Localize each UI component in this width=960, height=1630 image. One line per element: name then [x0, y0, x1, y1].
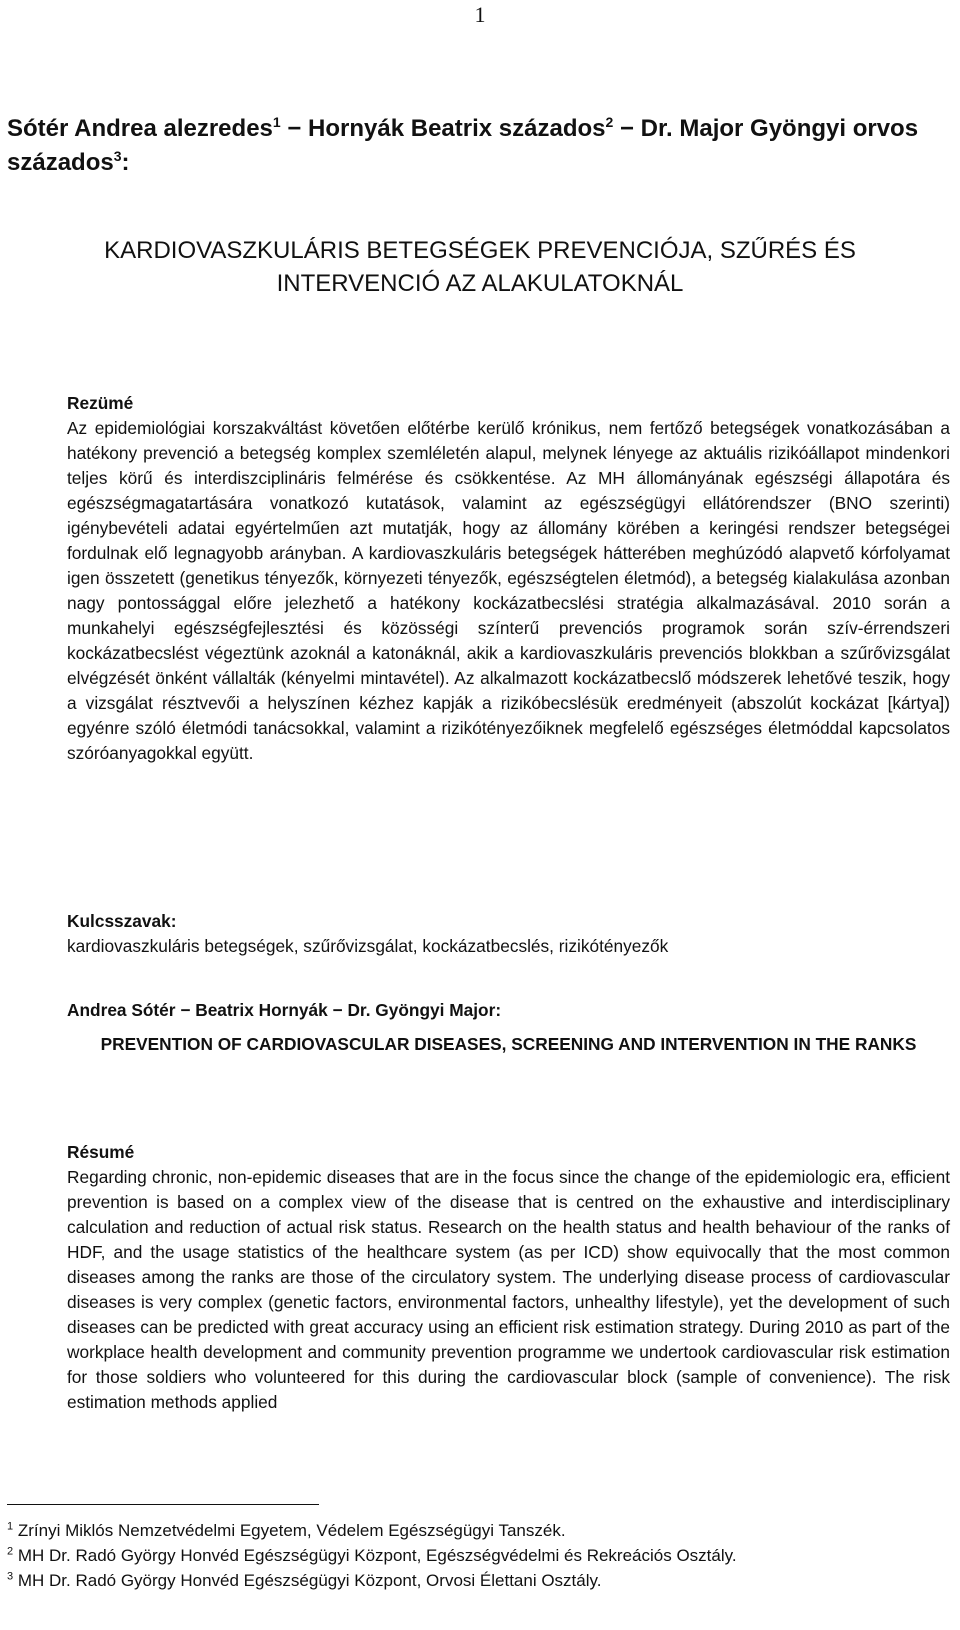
- footnote-mark: 2: [7, 1545, 14, 1558]
- footnote-ref-1[interactable]: 1: [272, 114, 281, 130]
- abstract-heading: Rezümé: [67, 393, 134, 413]
- abstract-english: [67, 1140, 950, 1415]
- footnote-1: [7, 1518, 952, 1543]
- footnote-divider: [7, 1504, 319, 1505]
- footnote-text: Zrínyi Miklós Nemzetvédelmi Egyetem, Védelem Egészségügyi Tanszék.: [17, 1521, 566, 1540]
- abstract-hungarian: [67, 391, 950, 766]
- keywords-text: kardiovaszkuláris betegségek, szűrővizsgálat, kockázatbecslés, rizikótényezők: [67, 936, 669, 956]
- title-hungarian: KARDIOVASZKULÁRIS BETEGSÉGEK PREVENCIÓJA, SZŰRÉS ÉS INTERVENCIÓ AZ ALAKULATOKNÁL: [104, 237, 856, 297]
- resume-heading: Résumé: [67, 1142, 135, 1162]
- footnote-3: [7, 1568, 952, 1593]
- authors-hungarian: [7, 112, 952, 180]
- footnotes: [7, 1518, 952, 1593]
- author-1: Sótér Andrea alezredes: [7, 115, 273, 142]
- keywords-section: [67, 909, 950, 959]
- authors-colon: :: [121, 149, 130, 176]
- keywords-heading: Kulcsszavak:: [67, 911, 177, 931]
- author-separator: −: [619, 115, 634, 142]
- footnote-mark: 1: [7, 1520, 14, 1533]
- author-3: Dr. Major Gyöngyi orvos százados: [7, 115, 919, 176]
- footnote-mark: 3: [7, 1570, 14, 1583]
- resume-text: Regarding chronic, non-epidemic diseases that are in the focus since the change of the epidemiologic era, efficient prevention is based on a complex view of the disease that is centred on the exhaustive and interdisciplinary calculation and reduction of actual risk status. Research on the health status and health behaviour of the ranks of HDF, and the usage statistics of the healthcare system (as per ICD) show equivocally that the most common diseases among the ranks are those of the circulatory system. The underlying disease process of cardiovascular diseases is very complex (genetic factors, environmental factors, unhealthy lifestyle), yet the development of such diseases can be predicted with great accuracy using an efficient risk estimation strategy. During 2010 as part of the workplace health development and community prevention programme we undertook cardiovascular risk estimation for those soldiers who volunteered for this during the cardiovascular block (sample of convenience). The risk estimation methods applied: [67, 1167, 950, 1412]
- title-english: PREVENTION OF CARDIOVASCULAR DISEASES, SCREENING AND INTERVENTION IN THE RANKS: [100, 1034, 917, 1054]
- footnote-ref-3[interactable]: 3: [113, 148, 122, 164]
- footnote-ref-2[interactable]: 2: [605, 114, 614, 130]
- author-separator: −: [287, 115, 302, 142]
- page-number: 1: [474, 2, 486, 27]
- footnote-text: MH Dr. Radó György Honvéd Egészségügyi Központ, Orvosi Élettani Osztály.: [17, 1571, 602, 1590]
- authors-english: Andrea Sótér − Beatrix Hornyák − Dr. Gyöngyi Major:: [67, 1000, 502, 1020]
- footnote-2: [7, 1543, 952, 1568]
- footnote-text: MH Dr. Radó György Honvéd Egészségügyi Központ, Egészségvédelmi és Rekreációs Osztály.: [17, 1546, 737, 1565]
- author-2: Hornyák Beatrix százados: [308, 115, 606, 142]
- abstract-text: Az epidemiológiai korszakváltást követően előtérbe kerülő krónikus, nem fertőző betegségek vonatkozásában a hatékony prevenció a betegség komplex szemléletén alapul, melynek lényege az aktuális rizikóállapot mindenkori teljes körű és interdiszciplináris felmérése és csökkentése. Az MH állományának egészségi állapotára és egészségmagatartására vonatkozó kutatások, valamint az egészségügyi ellátórendszer (BNO szerinti) igénybevételi adatai egyértelműen azt mutatják, hogy az állomány körében a keringési rendszer betegségei fordulnak elő legnagyobb arányban. A kardiovaszkuláris betegségek hátterében meghúzódó alapvető kórfolyamat igen összetett (genetikus tényezők, környezeti tényezők, egészségtelen életmód), a betegség kialakulása azonban nagy pontossággal előre jelezhető a hatékony kockázatbecslési stratégia alkalmazásával. 2010 során a munkahelyi egészségfejlesztési és közösségi színterű prevenciós programok során szív-érrendszeri kockázatbecslést végeztünk azoknál a katonáknál, akik a kardiovaszkuláris prevenciós blokkban a szűrővizsgálat elvégzését önként vállalták (kényelmi mintavétel). Az alkalmazott kockázatbecslő módszerek lehetővé teszik, hogy a vizsgálat résztvevői a helyszínen kézhez kapják a rizikóbecslésük eredményeit (abszolút kockázat [kártya]) egyénre szóló életmódi tanácsokkal, valamint a rizikótényezőiknek megfelelő egészséges életmóddal kapcsolatos szóróanyagokkal együtt.: [67, 418, 950, 763]
